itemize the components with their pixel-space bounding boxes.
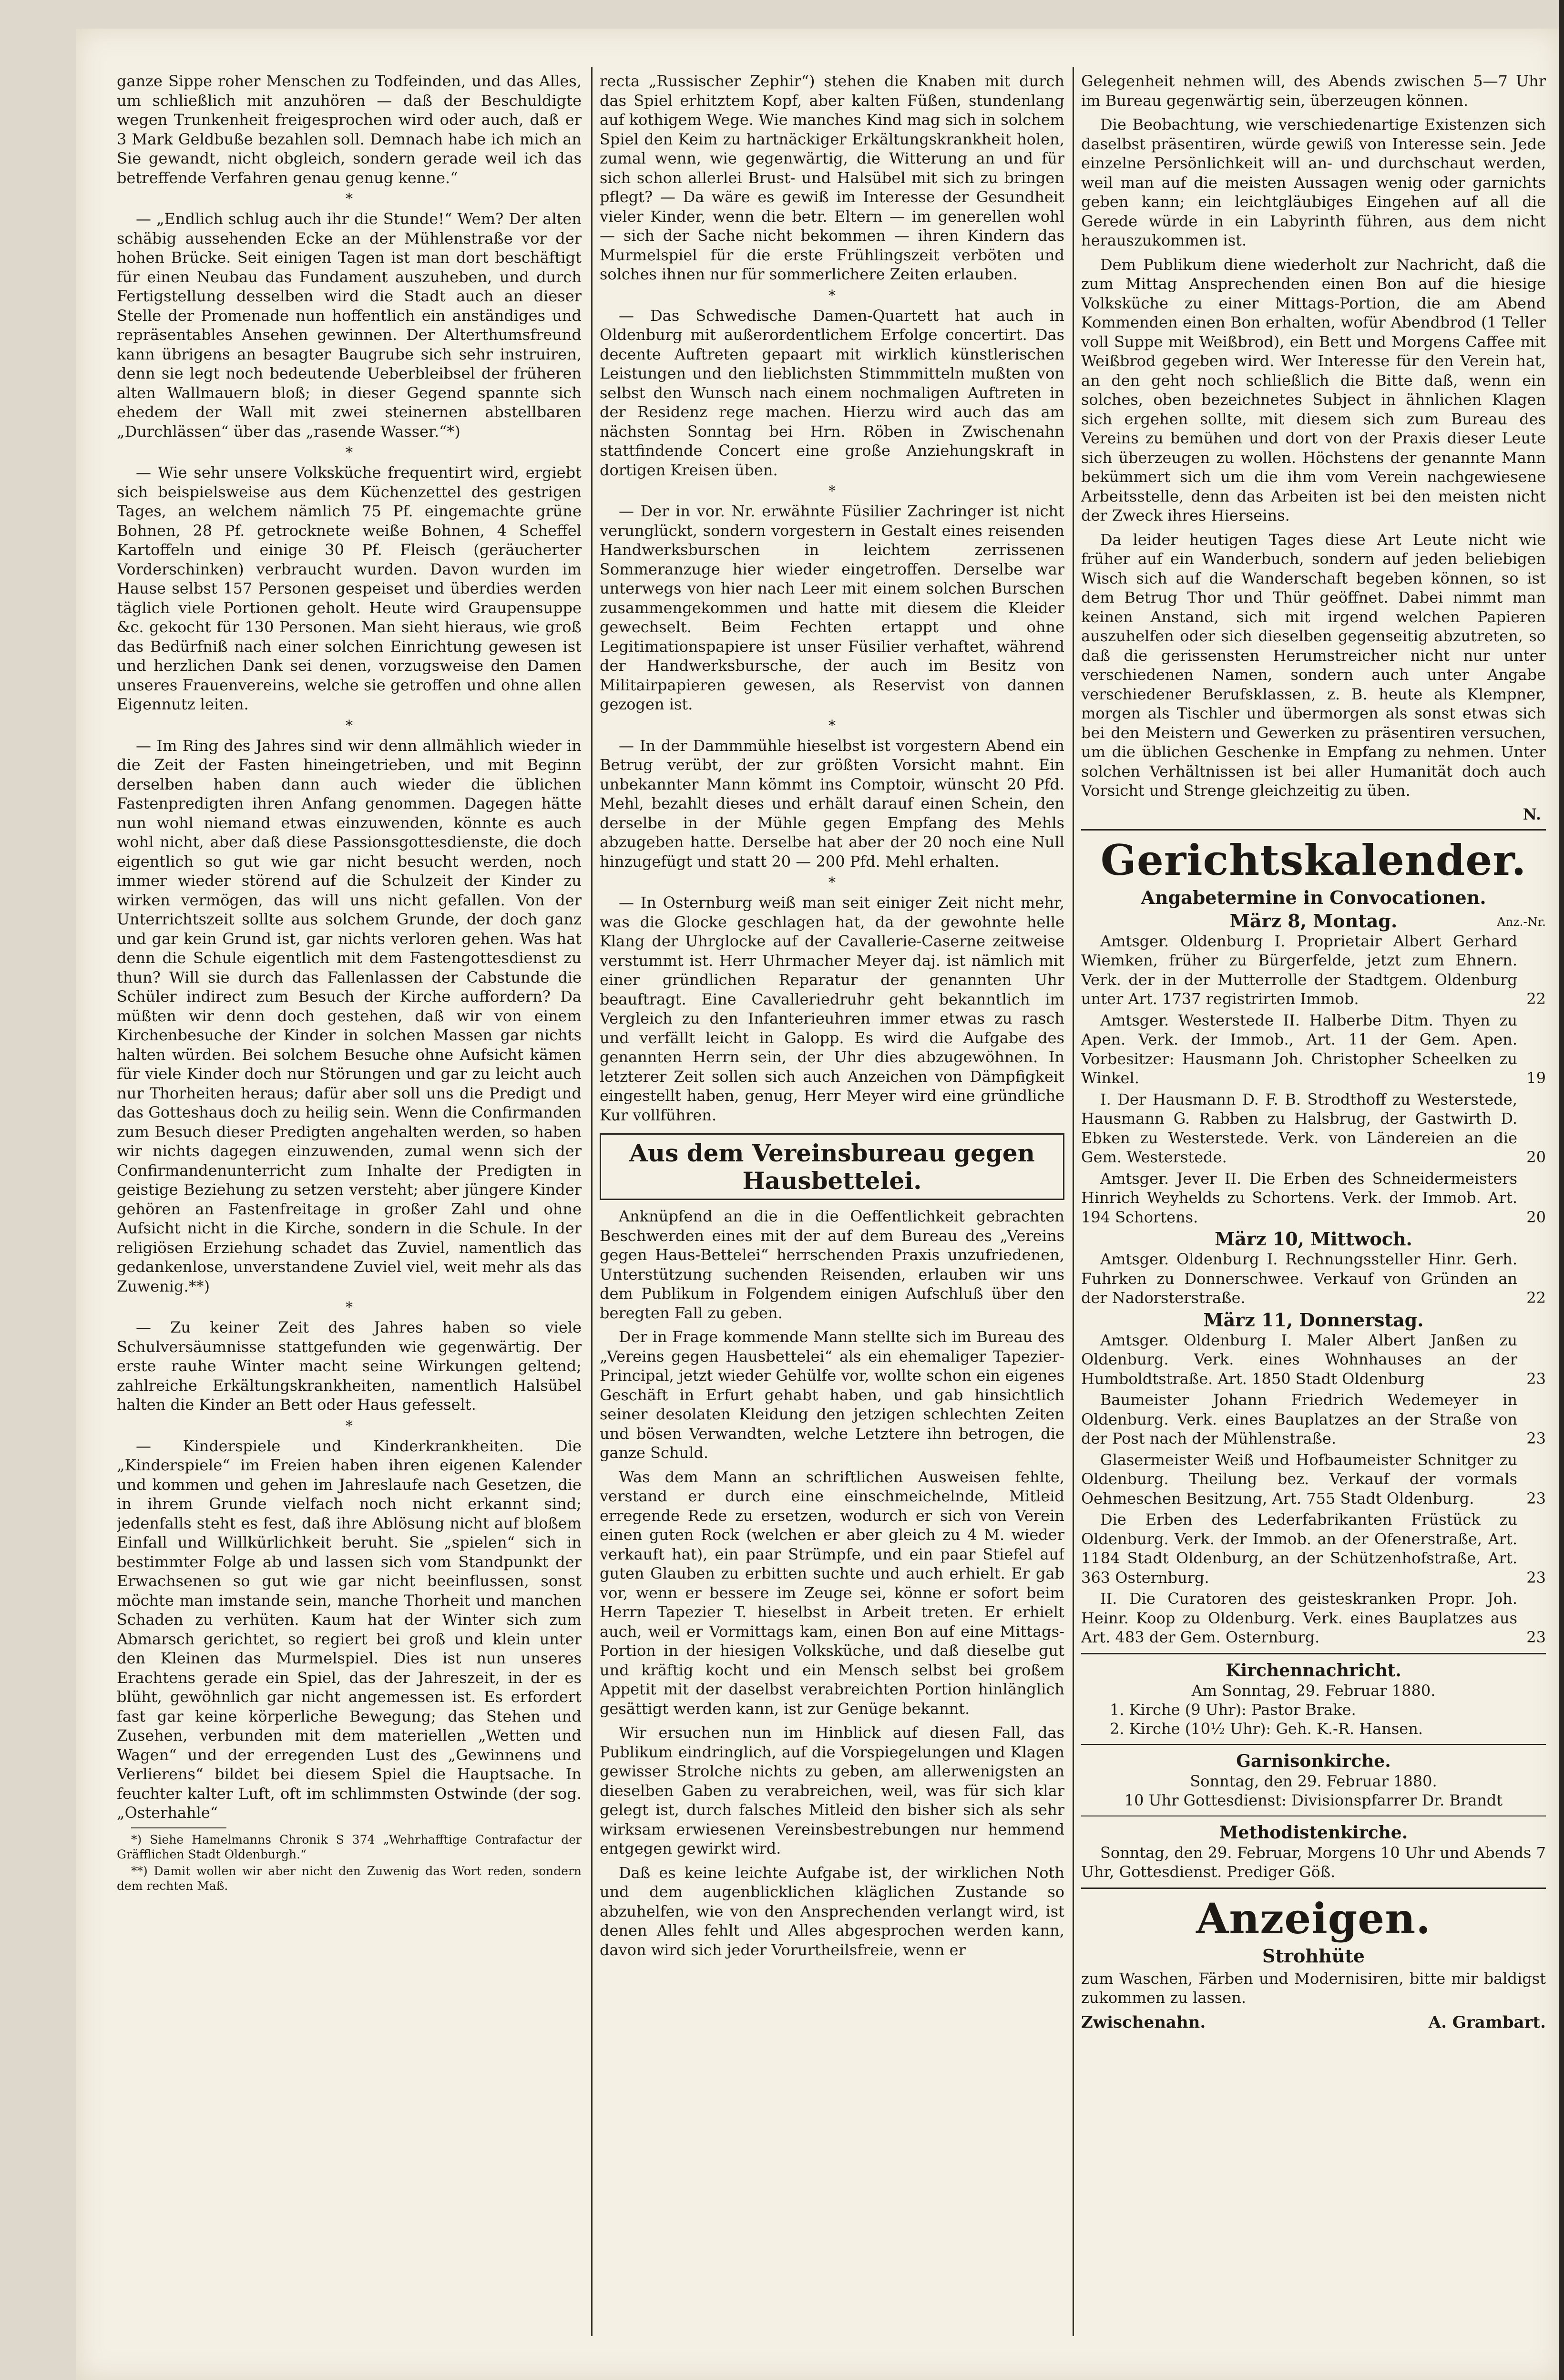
entry-number: 19 [1526,1069,1546,1087]
divider [1081,1744,1546,1745]
article-damen-quartett: — Das Schwedische Damen-Quartett hat auch in Oldenburg mit außerordentlichem Erfolge concertirt. Das decente Auftreten gepaart mit wirklich künstlerischen Leistungen und den lieblichsten Stimmmitteln mußten von selbst den Wunsch nach einem nochmaligen Auftreten in der Residenz rege machen. Hierzu wird auch das am nächsten Sonntag bei Hrn. Röben in Zwischenahn stattfindende Concert eine große Anziehungskraft in dortigen Kreisen üben. [600,306,1064,479]
article-osternburg: — In Osternburg weiß man seit einiger Zeit nicht mehr, was die Glocke geschlagen hat, da der gewohnte helle Klang der Uhrglocke auf der Cavallerie-Caserne zeitweise verstummt ist. Herr Uhrmacher Meyer daj. ist nämlich mit einer gründlichen Reparatur der genannten Uhr beauftragt. Eine Cavalleriedruhr geht bekanntlich im Vergleich zu den Infanterieuhren immer etwas zu rasch und verfällt leicht in Galopp. Es wird die Aufgabe des genannten Herrn sein, der Uhr dies abzugewöhnen. In letzterer Zeit sollen sich auch Anzeichen von Dämpfigkeit eingestellt haben, genug, Herr Meyer wird eine gründliche Kur vollführen. [600,893,1064,1124]
court-entry [1081,932,1546,1009]
ad-footer [1081,2012,1546,2032]
court-entry [1081,1390,1546,1448]
article-volkskueche: — Wie sehr unsere Volksküche frequentirt wird, ergiebt sich beispielsweise aus dem Küchenzettel des gestrigen Tages, an welchem nämlich 75 Pf. eingemachte grüne Bohnen, 28 Pf. getrocknete weiße Bohnen, 4 Scheffel Kartoffeln und einige 30 Pf. Fleisch (geräucherter Vorderschinken) verbraucht wurden. Davon wurden im Hause selbst 157 Personen gespeiset und überdies werden täglich viele Portionen geholt. Heute wird Graupensuppe &c. gekocht für 130 Personen. Man sieht hieraus, wie groß das Bedürfniß nach einer solchen Einrichtung gewesen ist und herzlichen Dank sei denen, vorzugsweise den Damen unseres Frauenvereins, welche sie getroffen und ohne allen Eigennutz leiten. [117,463,582,713]
section-title-gerichtskalender: Gerichtskalender. [1100,835,1527,885]
section-rule [1081,1653,1546,1654]
article-paragraph: Anknüpfend an die in die Oeffentlichkeit gebrachten Beschwerden eines mit der auf dem Bureau des „Vereins gegen Haus-Bettelei“ herrschenden Praxis unzufriedenen, Unterstützung suchenden Reisenden, erlauben wir uns dem Publikum in Folgendem einigen Aufschluß über den beregten Fall zu geben. [600,1207,1064,1322]
ad-name: A. Grambart. [1428,2012,1546,2032]
entry-text: I. Der Hausmann D. F. B. Strodthoff zu Westerstede, Hausmann G. Rabben zu Halsbrug, der Gastwirth D. Ebken zu Westerstede. Verk. von Ländereien an die Gem. Westerstede. [1081,1090,1517,1166]
entry-number: 23 [1526,1429,1546,1447]
article-fuesilier: — Der in vor. Nr. erwähnte Füsilier Zachringer ist nicht verunglückt, sondern vorgestern in Gestalt eines reisenden Handwerksburschen in leichtem zerrissenen Sommeranzuge hier wieder eingetroffen. Derselbe war unterwegs von hier nach Leer mit einem solchen Burschen zusammengekommen und hatte mit diesem die Kleider gewechselt. Beim Fechten ertappt und ohne Legitimationspapiere ist unser Füsilier verhaftet, während der Handwerksbursche, der auch im Besitz von Militairpapieren gewesen, als Reservist von dannen gezogen ist. [600,502,1064,713]
article-text: Gelegenheit nehmen will, des Abends zwischen 5—7 Uhr im Bureau gegenwärtig sein, überzeugen können. [1081,72,1546,110]
article-kinderspiele: — Kinderspiele und Kinderkrankheiten. Die „Kinderspiele“ im Freien haben ihren eigenen Kalender und kommen und gehen im Jahreslaufe nach Gesetzen, die in ihrem Grunde vielfach noch nicht erkannt sind; jedenfalls steht es fest, daß ihre Ablösung nicht auf bloßem Einfall und Willkürlichkeit beruht. Sie „spielen“ sich in bestimmter Folge ab und lassen sich vom Standpunkt der Erwachsenen so gut wie gar nicht beeinflussen, sonst möchte man imstande sein, manche Thorheit und manchen Schaden zu verhüten. Kaum hat der Winter sich zum Abmarsch gerichtet, so regiert bei groß und klein unter den Kleinen das Murmelspiel. Dies ist nun unseres Erachtens gerade ein Spiel, das der Jahreszeit, in der es blüht, gewöhnlich gar nicht angemessen ist. Es erfordert fast gar keine körperliche Bewegung; das Stehen und Zusehen, verbunden mit dem materiellen „Wetten und Wagen“ und der erregenden Lust des „Gewinnens und Verlierens“ bildet bei diesem Spiel die Hauptsache. In feuchter kalter Luft, oft im schlimmsten Ostwinde (der sog. „Osterhahle“ [117,1436,582,1822]
article-paragraph: Die Beobachtung, wie verschiedenartige Existenzen sich daselbst präsentiren, würde gewiß von Interesse sein. Jede einzelne Persönlichkeit will an- und durchschaut werden, weil man auf die meisten Aussagen wenig oder garnichts geben kann; ein leichtgläubiges Eingehen auf all die Gerede würde in ein Labyrinth führen, aus dem nicht herauszukommen ist. [1081,115,1546,249]
separator-star: * [346,1417,353,1435]
church-date: Sonntag, den 29. Februar 1880. [1190,1772,1437,1790]
separator-star: * [346,444,353,461]
footnote-rule [131,1827,226,1828]
church-notices [1081,1660,1546,1882]
entry-text: Amtsger. Oldenburg I. Maler Albert Janßen zu Oldenburg. Verk. eines Wohnhauses an der Humboldtstraße. Art. 1850 Stadt Oldenburg [1081,1331,1517,1388]
court-entry [1081,1450,1546,1508]
entry-number: 23 [1526,1489,1546,1508]
article-paragraph: Was dem Mann an schriftlichen Ausweisen fehlte, verstand er durch eine einschmeichelnde, Mitleid erregende Rede zu ersetzen, wodurch er sich von Verein einen guten Rock (welchen er aber gleich zu 4 M. wieder verkauft hat), ein paar Strümpfe, und ein paar Stiefel auf guten Glauben zu erbitten suchte und auch erhielt. Er gab vor, wenn er bessere im Zeuge sei, könne er sofort beim Herrn Tapezier T. hieselbst in Arbeit treten. Er erhielt auch, weil er Vormittags kam, einen Bon auf eine Mittags-Portion in der hiesigen Volksküche, und daß dieselbe gut und kräftig kocht und ein Mensch selbst bei großem Appetit mit der daselbst verabreichten Portion hinlänglich gesättigt werden kann, ist zur Genüge bekannt. [600,1467,1064,1718]
entry-number: 20 [1526,1148,1546,1166]
entry-text: II. Die Curatoren des geisteskranken Propr. Joh. Heinr. Koop zu Oldenburg. Verk. eines Bauplatzes aus Art. 483 der Gem. Osternburg. [1081,1590,1517,1646]
section-title-anzeigen: Anzeigen. [1196,1893,1431,1943]
separator-star: * [828,874,836,891]
entry-number: 22 [1526,1289,1546,1307]
article-dammmuehle: — In der Dammmühle hieselbst ist vorgestern Abend ein Betrug verübt, der zur größten Vorsicht mahnt. Ein unbekannter Mann kömmt ins Comptoir, wünscht 20 Pfd. Mehl, bezahlt dieses und erhält darauf einen Schein, den derselbe in der Mühle gegen Empfang des Mehls abzugeben hatte. Derselbe hat aber der 20 noch eine Null hinzugefügt und statt 20 — 200 Pfd. Mehl erhalten. [600,736,1064,871]
entry-text: Amtsger. Westerstede II. Halberbe Ditm. Thyen zu Apen. Verk. der Immob., Art. 11 der Gem. Apen. Vorbesitzer: Hausmann Joh. Christopher Scheelken zu Winkel. [1081,1011,1517,1087]
separator-star: * [346,1299,353,1316]
headline-vereinsbureau: Aus dem Vereinsbureau gegen Hausbettelei. [600,1133,1064,1200]
section-rule [1081,829,1546,831]
footnote-1: *) Siehe Hamelmanns Chronik S 374 „Wehrhafftige Contrafactur der Gräfflichen Stadt Oldenburgh.“ [117,1832,582,1861]
article-muehlenstrasse: — „Endlich schlug auch ihr die Stunde!“ Wem? Der alten schäbig aussehenden Ecke an der Mühlenstraße vor der hohen Brücke. Seit einigen Tagen ist man dort beschäftigt für einen Neubau das Fundament auszuheben, und durch Fertigstellung desselben wird die Stadt auch an dieser Stelle der Promenade nun hoffentlich ein anständiges und repräsentables Ansehen gewinnen. Der Alterthumsfreund kann übrigens an besagter Baugrube sich sehr instruiren, denn sie legt noch bedeutende Ueberbleibsel der früheren alten Wallmauern bloß; in dieser Gegend spannte sich ehedem der Wall mit zwei steinernen abstellbaren „Durchlässen“ über das „rasende Wasser.“*) [117,210,582,441]
entry-number: 23 [1526,1568,1546,1587]
separator-star: * [828,717,836,734]
article-paragraph: Der in Frage kommende Mann stellte sich im Bureau des „Vereins gegen Hausbettelei“ als ein ehemaliger Tapezier-Principal, jetzt wieder Gehülfe vor, wollte schon ein eigenes Geschäft in Erfurt gehabt haben, und gab hinsichtlich seiner desolaten Kleidung den jetzigen schlechten Zeiten und bösen Verwandten, welche Letztere ihn betrogen, die ganze Schuld. [600,1328,1064,1462]
separator-star: * [346,191,353,207]
methodist-church-title: Methodistenkirche. [1219,1822,1408,1843]
date-text: März 8, Montag. [1229,910,1398,932]
court-entry [1081,1589,1546,1647]
ad-text: zum Waschen, Färben und Modernisiren, bitte mir baldigst zukommen zu lassen. [1081,1969,1546,2007]
section-rule [1081,1888,1546,1889]
entry-text: Amtsger. Oldenburg I. Proprietair Albert Gerhard Wiemken, früher zu Bürgerfelde, jetzt zum Ehnern. Verk. der in der Mutterrolle der Stadtgem. Oldenburg unter Art. 1737 registrirten Immob. [1081,932,1517,1008]
column-left [117,72,582,2331]
entry-number: 23 [1526,1369,1546,1388]
article-paragraph: Wir ersuchen nun im Hinblick auf diesen Fall, das Publikum eindringlich, auf die Vorspiegelungen und Klagen gewisser Strolche nichts zu geben, am allerwenigsten an dieselben Gaben zu verabreichen, weil, was für sich klar gelegt ist, durch falsches Mitleid den bisher sich als sehr wirksam erwiesenen Vereinsbestrebungen nur hemmend entgegen gewirkt wird. [600,1723,1064,1857]
date-heading [1081,911,1546,932]
entry-text: Baumeister Johann Friedrich Wedemeyer in Oldenburg. Verk. eines Bauplatzes an der Straße von der Post nach der Mühlenstraße. [1081,1391,1517,1447]
court-entry [1081,1250,1546,1308]
date-heading: März 10, Mittwoch. [1215,1228,1412,1250]
church-line: 10 Uhr Gottesdienst: Divisionspfarrer Dr. Brandt [1124,1791,1503,1809]
church-date: Am Sonntag, 29. Februar 1880. [1191,1681,1436,1700]
separator-star: * [828,287,836,304]
article-paragraph: Da leider heutigen Tages diese Art Leute nicht wie früher auf ein Wanderbuch, sondern auf jeden beliebigen Wisch sich auf die Wanderschaft begeben können, so ist dem Betrug Thor und Thür geöffnet. Dabei nimmt man keinen Anstand, sich mit irgend welchen Papieren auszuhelfen oder sich dieselben gegenseitig abzutreten, so daß die gerissensten Herumstreicher nicht nur unter verschiedenen Namen, sondern auch unter Angabe verschiedener Berufsklassen, z. B. heute als Klempner, morgen als Tischler und übermorgen als sonst etwas sich bei den Meistern und Gewerken zu präsentiren versuchen, um die üblichen Geschenke in Empfang zu nehmen. Unter solchen Verhältnissen ist bei aller Humanität doch auch Vorsicht und Strenge gleichzeitig zu üben. [1081,530,1546,800]
column-rule-1 [591,67,593,2336]
separator-star: * [346,717,353,734]
number-column-label: Anz.-Nr. [1497,914,1546,929]
entry-number: 20 [1526,1208,1546,1226]
column-middle [600,72,1064,2331]
church-line: 1. Kirche (9 Uhr): Pastor Brake. [1110,1700,1356,1719]
court-entry [1081,1510,1546,1587]
ad-heading: Strohhüte [1262,1945,1365,1967]
article-fastenzeit: — Im Ring des Jahres sind wir denn allmählich wieder in die Zeit der Fasten hineingetrieben, und mit Beginn derselben haben dann auch wieder die üblichen Fastenpredigten ihren Anfang genommen. Dagegen hätte nun wohl niemand etwas einzuwenden, könnte es auch wohl nicht, aber daß diese Passionsgottesdienste, die doch eigentlich so gut wie gar nicht besucht werden, noch immer wieder störend auf die Schulzeit der Kinder zu wirken vermögen, das will uns nicht gefallen. Von der Unterrichtszeit sollte aus solchem Grunde, der doch ganz und gar kein Grund ist, gar nichts verloren gehen. Was hat denn die Schule eigentlich mit dem Fastengottesdienst zu thun? Will sie durch das Fallenlassen der Cabstunde die Schüler indirect zum Besuch der Kirche auffordern? Da müßten wir denn doch gestehen, daß wir von einem Kirchenbesuche der Kinder in solchen Massen gar nichts halten würden. Bei solchem Besuche ohne Aufsicht kämen für viele Kinder doch nur Störungen und gar zu leicht auch nur Thorheiten heraus; dafür aber soll uns die Predigt und das Gotteshaus doch zu heilig sein. Wenn die Confirmanden zum Besuch dieser Predigten angehalten werden, so haben wir nichts dagegen einzuwenden, zumal wenn sich der Confirmandenunterricht zum Inhalte der Predigten in geistige Beziehung zu setzen versteht; aber jüngere Kinder gehören an Fastenfreitage in großer Zahl und ohne Aufsicht nicht in die Kirche, sondern in die Schule. In der religiösen Erziehung schadet das Zuviel, namentlich das gedankenlose, unverstandene Zuviel viel, weit mehr als das Zuwenig.**) [117,736,582,1295]
article-signature: N. [1523,805,1541,823]
entry-text: Die Erben des Lederfabrikanten Früstück zu Oldenburg. Verk. der Immob. an der Ofenerstraße, Art. 1184 Stadt Oldenburg, an der Schützenhofstraße, Art. 363 Osternburg. [1081,1510,1517,1587]
church-line: Sonntag, den 29. Februar, Morgens 10 Uhr und Abends 7 Uhr, Gottesdienst. Prediger Göß. [1081,1843,1546,1881]
entry-text: Amtsger. Oldenburg I. Rechnungssteller Hinr. Gerh. Fuhrken zu Donnerschwee. Verkauf von Gründen an der Nadorsterstraße. [1081,1250,1517,1307]
article-paragraph: Daß es keine leichte Aufgabe ist, der wirklichen Noth und dem augenblicklichen kläglichen Zustande so abzuhelfen, wie von den Ansprechenden verlangt wird, ist denen Alles fehlt und Alles abgesprochen werden kann, davon wird sich jeder Vorurtheilsfreie, wenn er [600,1863,1064,1959]
garrison-church-title: Garnisonkirche. [1236,1751,1391,1771]
article-schulversaeumnisse: — Zu keiner Zeit des Jahres haben so viele Schulversäumnisse stattgefunden wie gegenwärtig. Der erste rauhe Winter macht seine Wirkungen geltend; zahlreiche Erkältungskrankheiten, namentlich Halsübel halten die Kinder an Bett oder Haus gefesselt. [117,1318,582,1414]
column-right [1081,72,1546,2331]
court-entry [1081,1011,1546,1088]
column-rule-2 [1073,67,1074,2336]
article-text: ganze Sippe roher Menschen zu Todfeinden, und das Alles, um schließlich mit anzuhören — daß der Beschuldigte wegen Trunkenheit freigesprochen wird oder auch, daß er 3 Mark Geldbuße bezahlen soll. Demnach habe ich mich an Sie gewandt, nicht obgleich, sondern gerade weil ich das betreffende Verfahren genau genug kenne.“ [117,72,582,187]
separator-star: * [828,483,836,500]
entry-number: 23 [1526,1628,1546,1646]
church-title: Kirchennachricht. [1226,1660,1401,1681]
section-subtitle: Angabetermine in Convocationen. [1141,886,1486,908]
article-text: recta „Russischer Zephir“) stehen die Knaben mit durch das Spiel erhitztem Kopf, aber kalten Füßen, stundenlang auf kothigem Wege. Wie manches Kind mag sich in solchem Spiel den Keim zu hartnäckiger Erkältungskrankheit holen, zumal wenn, wie gegenwärtig, die Witterung an und für sich schon allerlei Brust- und Halsübel mit sich zu bringen pflegt? — Da wäre es gewiß im Interesse der Gesundheit vieler Kinder, wenn die betr. Eltern — im generellen wohl — sich der Sache nicht bekommen — ihren Kindern das Murmelspiel für die erste Frühlingszeit verböten und solches ihnen nur für sommerlichere Zeiten erlauben. [600,72,1064,283]
court-entry [1081,1331,1546,1389]
court-entry [1081,1169,1546,1227]
page-edge [1559,0,1564,2380]
entry-text: Glasermeister Weiß und Hofbaumeister Schnitger zu Oldenburg. Theilung bez. Verkauf der vormals Oehmeschen Besitzung, Art. 755 Stadt Oldenburg. [1081,1450,1517,1508]
entry-text: Amtsger. Jever II. Die Erben des Schneidermeisters Hinrich Weyhelds zu Schortens. Verk. der Immob. Art. 194 Schortens. [1081,1169,1517,1226]
footnote-2: **) Damit wollen wir aber nicht den Zuwenig das Wort reden, sondern dem rechten Maß. [117,1864,582,1893]
court-entry [1081,1090,1546,1167]
church-line: 2. Kirche (10½ Uhr): Geh. K.-R. Hansen. [1110,1719,1423,1738]
entry-number: 22 [1526,990,1546,1008]
date-heading: März 11, Donnerstag. [1203,1309,1424,1331]
article-paragraph: Dem Publikum diene wiederholt zur Nachricht, daß die zum Mittag Ansprechenden einen Bon auf die hiesige Volksküche zu einer Mittags-Portion, die am Abend Kommenden einen Bon erhalten, wofür Abendbrod (1 Teller voll Suppe mit Weißbrod), ein Bett und Morgens Caffee mit Weißbrod gegeben wird. Wer Interesse für den Verein hat, an den geht noch schließlich die Bitte daß, wenn ein solches, oben bezeichnetes Subject in ähnlichen Klagen sich ergehen sollte, mit diesem sich zum Bureau des Vereins zu bemühen und dort von der Praxis dieser Leute sich überzeugen zu wollen. Höchstens der genannte Mann bekümmert sich um die ihm vom Verein nachgewiesene Arbeitsstelle, denn das Arbeiten ist bei den meisten nicht der Zweck ihres Hierseins. [1081,255,1546,524]
ad-place: Zwischenahn. [1081,2012,1206,2032]
